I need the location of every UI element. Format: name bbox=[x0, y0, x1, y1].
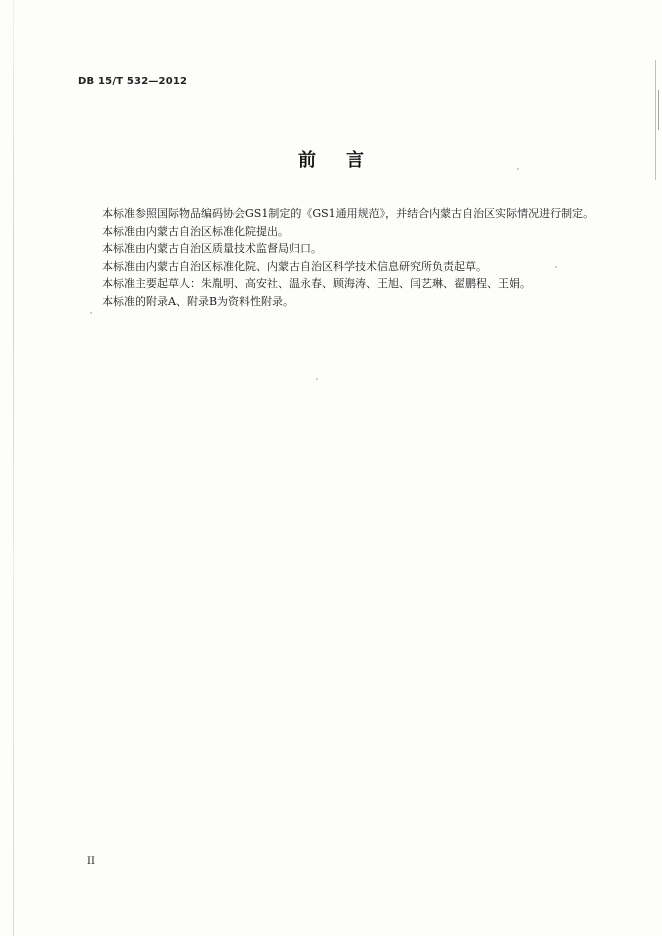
page-number: II bbox=[87, 856, 95, 867]
scan-speck bbox=[316, 378, 318, 380]
paragraph: 本标准参照国际物品编码协会GS1制定的《GS1通用规范》，并结合内蒙古自治区实际情况进行制定。 bbox=[102, 207, 595, 220]
paragraph: 本标准主要起草人：朱胤明、高安社、温永春、顾海涛、王旭、闫艺琳、翟鹏程、王娟。 bbox=[102, 277, 531, 291]
page-title: 前言 bbox=[298, 150, 394, 171]
scan-speck bbox=[555, 266, 557, 268]
scan-edge-line bbox=[658, 90, 659, 130]
scan-speck bbox=[517, 168, 519, 170]
document-code: DB 15/T 532—2012 bbox=[78, 76, 188, 87]
scan-edge-line bbox=[13, 0, 14, 936]
paragraph: 本标准由内蒙古自治区质量技术监督局归口。 bbox=[102, 242, 322, 256]
paragraph: 本标准由内蒙古自治区标准化院、内蒙古自治区科学技术信息研究所负责起草。 bbox=[102, 259, 487, 273]
body-text bbox=[102, 205, 622, 311]
scan-speck bbox=[90, 312, 92, 314]
paragraph: 本标准由内蒙古自治区标准化院提出。 bbox=[102, 224, 289, 238]
paragraph: 本标准的附录A、附录B为资料性附录。 bbox=[102, 294, 295, 308]
